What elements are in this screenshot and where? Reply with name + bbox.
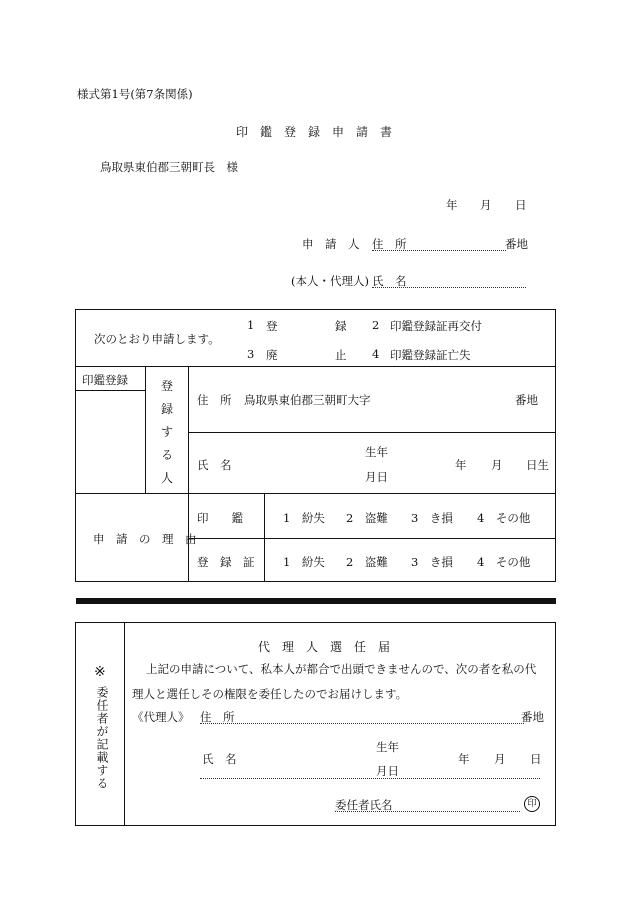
- seal-icon: 印: [524, 796, 540, 812]
- person-label-char: る: [160, 448, 173, 462]
- registrant-address-value[interactable]: 鳥取県東伯郡三朝町大字: [244, 393, 371, 407]
- divider: [124, 622, 125, 826]
- reason-label: 申 請 の 理 由: [93, 532, 197, 546]
- reason-choice-other[interactable]: 4 その他: [477, 555, 531, 569]
- option-number: 3: [247, 347, 255, 361]
- registrant-address-label: 住 所: [197, 393, 232, 407]
- reason-choice-stolen[interactable]: 2 盗難: [346, 555, 388, 569]
- divider: [264, 493, 265, 582]
- agent-address-suffix: 番地: [521, 710, 544, 724]
- birth-year: 年: [455, 458, 467, 472]
- agent-birth-year: 年: [458, 752, 470, 766]
- note-text: 委任者が記載する: [95, 686, 109, 790]
- registrant-birth-label: 生年: [365, 445, 388, 459]
- reason-choice-stolen[interactable]: 2 盗難: [346, 511, 388, 525]
- agent-name-label: 氏 名: [202, 752, 237, 766]
- agent-address-field[interactable]: [200, 723, 524, 724]
- registrant-name-label: 氏 名: [197, 458, 232, 472]
- agent-birth-day: 日: [530, 752, 542, 766]
- date-day: 日: [515, 198, 527, 212]
- form-number: 様式第1号(第7条関係): [77, 87, 193, 101]
- agent-birth-month: 月: [494, 752, 506, 766]
- note-mark: ※: [94, 664, 106, 680]
- registrant-birth-label: 月日: [365, 470, 388, 484]
- option-number: 1: [247, 318, 255, 332]
- applicant-name-label: 氏 名: [372, 274, 407, 288]
- reason-choice-other[interactable]: 4 その他: [477, 511, 531, 525]
- reason-choice-lost[interactable]: 1 紛失: [283, 555, 325, 569]
- divider: [145, 366, 146, 493]
- divider: [188, 366, 189, 582]
- divider: [188, 538, 556, 539]
- reason-choice-damaged[interactable]: 3 き損: [411, 511, 453, 525]
- delegation-body: 理人と選任しその権限を委任したのでお届けします。: [132, 687, 408, 701]
- divider: [75, 493, 556, 494]
- delegation-title: 代 理 人 選 任 届: [258, 640, 391, 654]
- person-label-char: す: [160, 425, 173, 439]
- delegator-name-field[interactable]: [335, 811, 520, 812]
- registration-tag: 印鑑登録: [82, 373, 128, 387]
- reason-seal-label: 印 鑑: [197, 511, 243, 525]
- applicant-address-suffix: 番地: [505, 237, 528, 251]
- delegator-label: 委任者氏名: [335, 798, 393, 812]
- delegation-body: 上記の申請について、私本人が都合で出頭できませんので、次の者を私の代: [146, 662, 537, 676]
- agent-address-label: 住 所: [200, 710, 235, 724]
- divider: [75, 366, 556, 367]
- birth-day: 日生: [526, 458, 549, 472]
- agent-name-field[interactable]: [200, 778, 540, 779]
- addressee: 鳥取県東伯郡三朝町長 様: [100, 160, 238, 174]
- applicant-label: 申 請 人: [302, 237, 360, 251]
- agent-label: 《代理人》: [132, 710, 190, 724]
- option-number: 4: [372, 347, 380, 361]
- reason-choice-lost[interactable]: 1 紛失: [283, 511, 325, 525]
- option-reissue-card[interactable]: 印鑑登録証再交付: [390, 319, 482, 333]
- option-register[interactable]: 登 録: [266, 319, 347, 333]
- section-separator: [76, 598, 556, 604]
- option-lost-card[interactable]: 印鑑登録証亡失: [390, 348, 471, 362]
- applicant-address-field[interactable]: [372, 250, 506, 251]
- request-intro: 次のとおり申請します。: [94, 332, 220, 346]
- divider: [188, 432, 556, 433]
- reason-choice-damaged[interactable]: 3 き損: [411, 555, 453, 569]
- person-label-char: 登: [160, 379, 173, 393]
- page-title: 印 鑑 登 録 申 請 書: [236, 125, 393, 139]
- person-label-char: 人: [160, 471, 173, 485]
- divider: [75, 390, 145, 391]
- applicant-name-field[interactable]: [372, 287, 526, 288]
- registrant-address-suffix: 番地: [515, 393, 538, 407]
- option-abolish[interactable]: 廃 止: [266, 348, 347, 362]
- agent-birth-label: 生年: [376, 740, 399, 754]
- reason-card-label: 登 録 証: [197, 555, 255, 569]
- date-year: 年: [446, 198, 458, 212]
- option-number: 2: [372, 318, 380, 332]
- person-label-char: 録: [160, 402, 173, 416]
- date-month: 月: [480, 198, 492, 212]
- agent-birth-label: 月日: [376, 764, 399, 778]
- birth-month: 月: [491, 458, 503, 472]
- applicant-role-label: (本人・代理人): [291, 274, 369, 288]
- applicant-address-label: 住 所: [372, 237, 407, 251]
